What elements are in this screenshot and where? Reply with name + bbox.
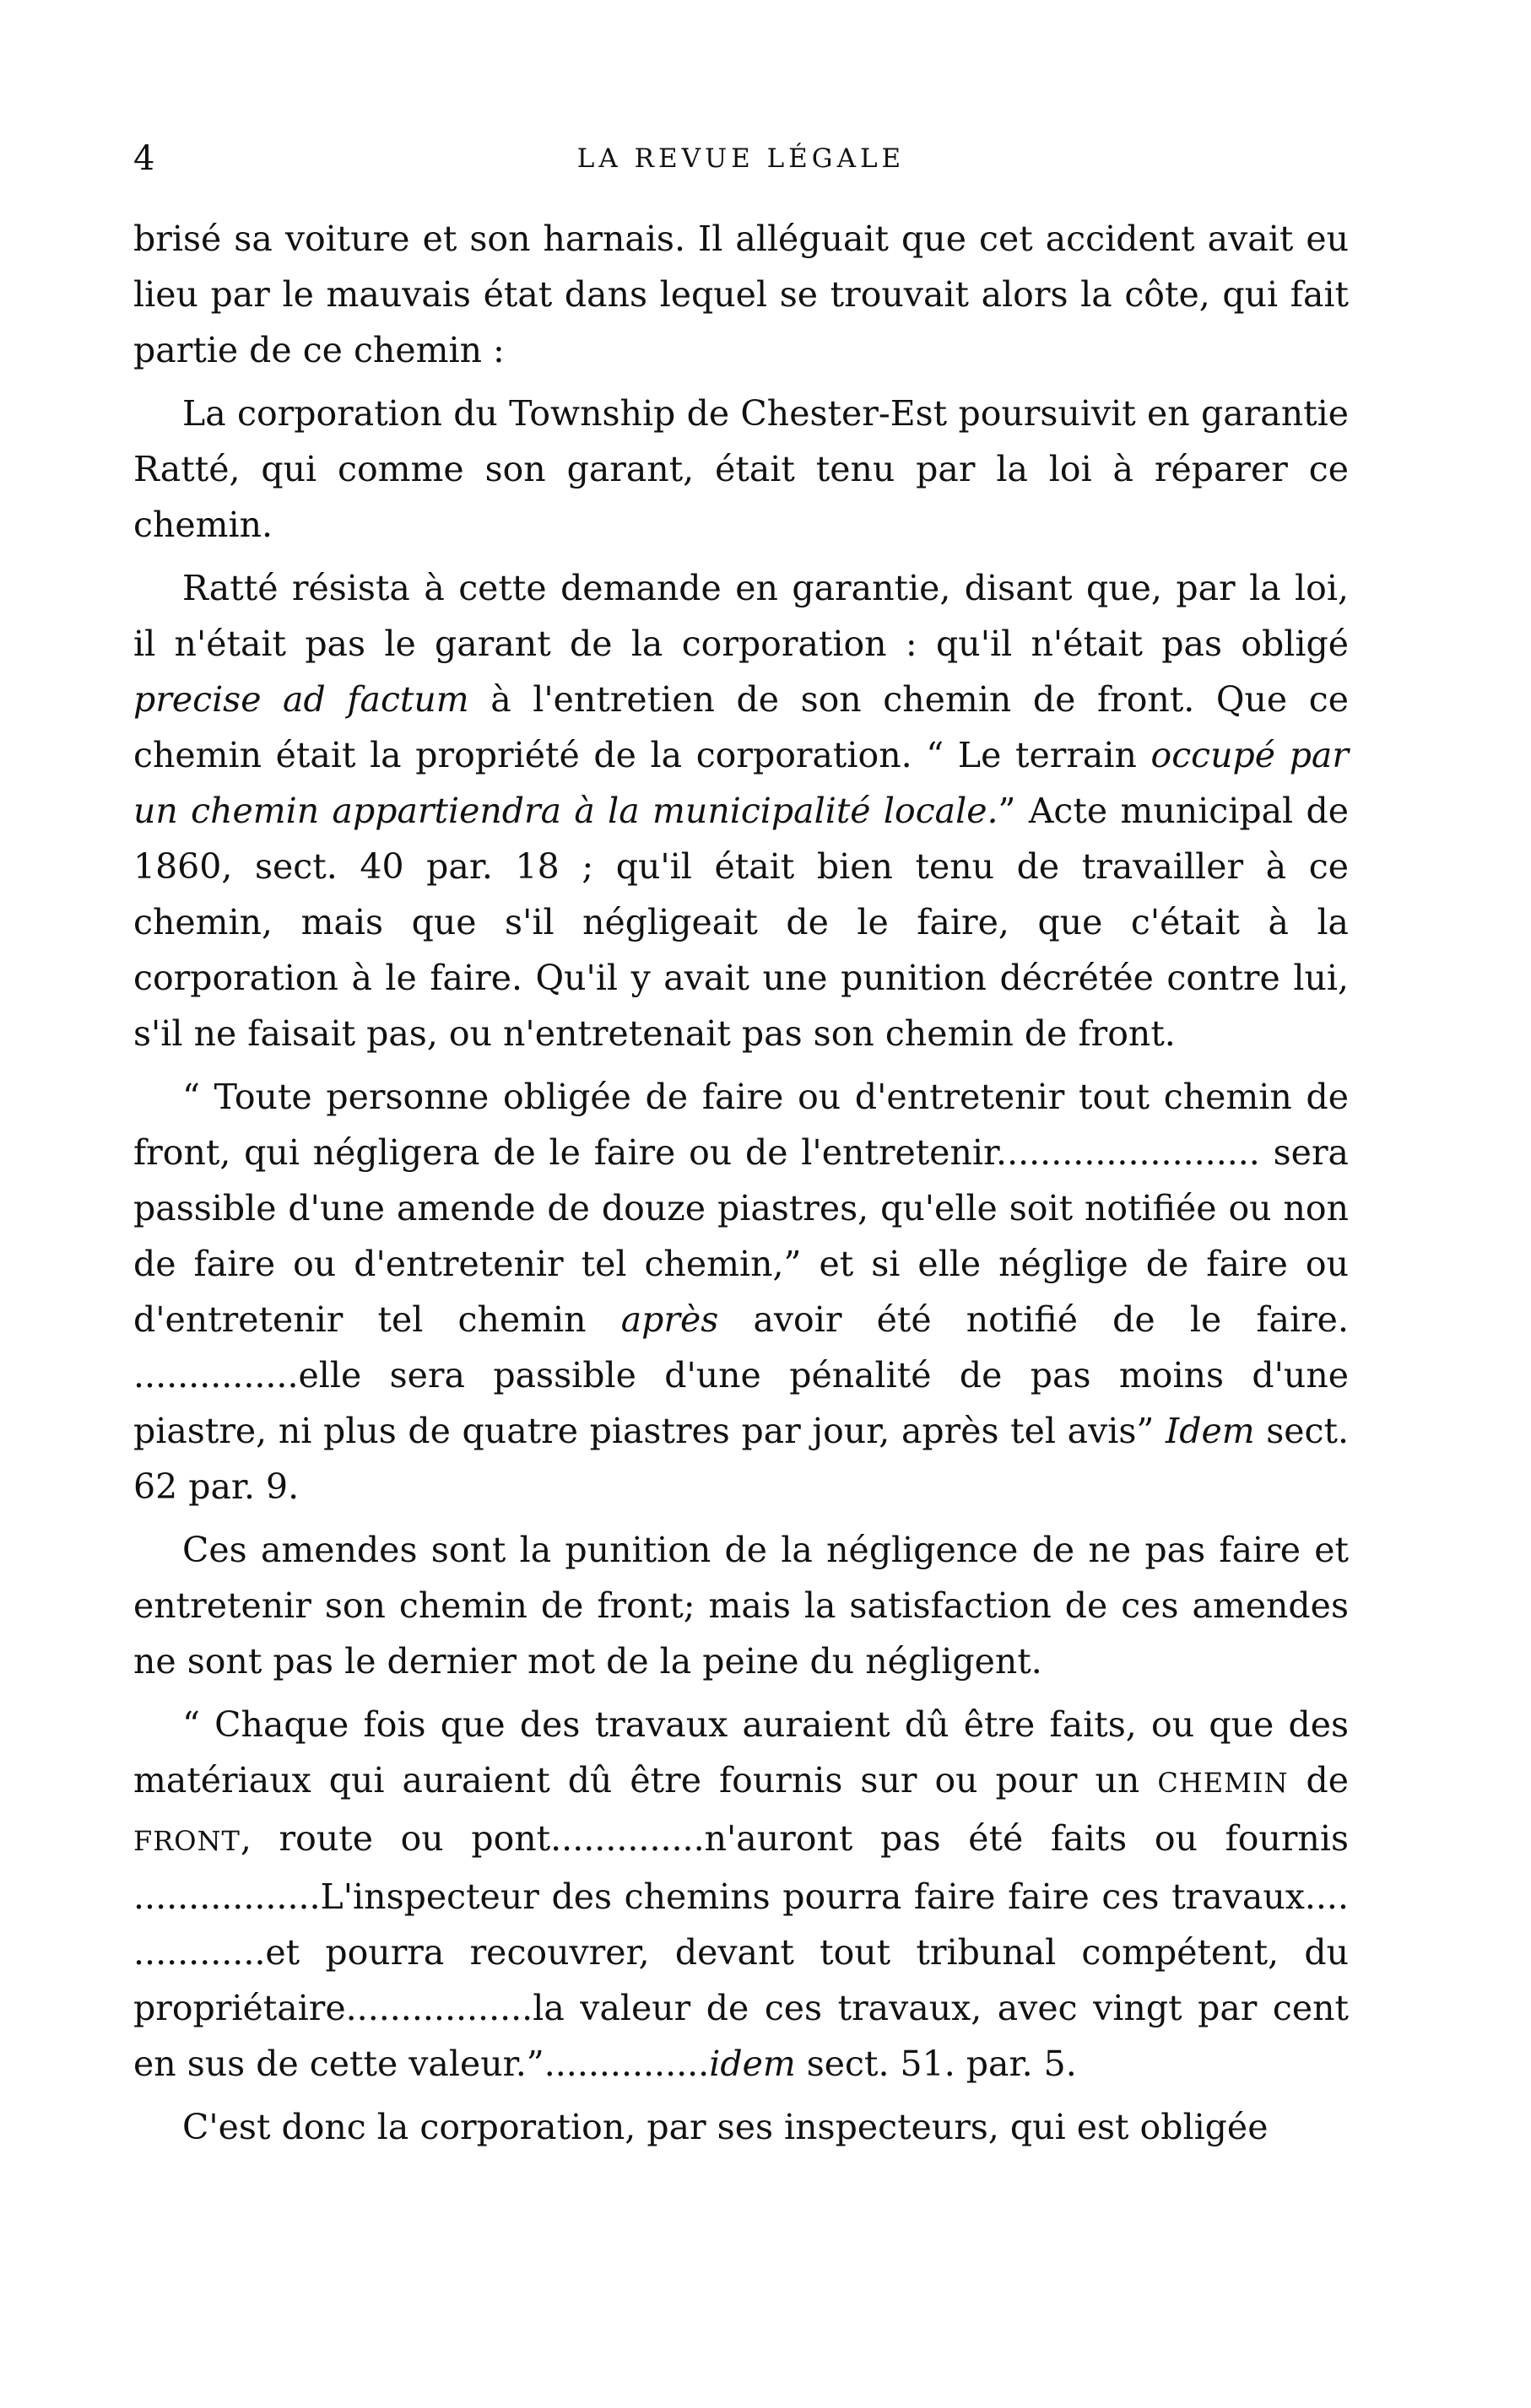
- paragraph-3-text-a: Ratté résista à cette demande en garantie, disant que, par la loi, il n'était pas le garant de la corporation : qu'il n'était pas obligé: [133, 568, 1349, 664]
- quotation-1-text-e: sect. 62 par. 9.: [133, 1411, 1349, 1507]
- quotation-2-text-c: de: [1288, 1760, 1350, 1801]
- paragraph-3-text-e: ” Acte municipal de 1860, sect. 40 par. 18 ; qu'il était bien tenu de travailler à ce chemin, mais que s'il négligeait de le faire, que c'était à la corporation à le faire. Qu'il y avait une punition décrétée contre lui, s'il ne faisait pas, ou n'entretenait pas son chemin de front.: [133, 791, 1349, 1054]
- paragraph-3-text-c: à l'entretien de son chemin de front. Que ce chemin était la propriété de la corporation. “ Le terrain: [133, 679, 1349, 775]
- paragraph-5: Ces amendes sont la punition de la négligence de ne pas faire et entretenir son chemin de front; mais la satisfaction de ces amendes ne sont pas le dernier mot de la peine du négligent.: [133, 1530, 1349, 1682]
- latin-phrase: precise ad factum: [133, 679, 469, 720]
- quotation-2: [133, 1697, 1349, 2092]
- small-caps-front: FRONT: [133, 1825, 241, 1857]
- paragraph-3: [133, 560, 1349, 1061]
- small-caps-chemin: CHEMIN: [1157, 1767, 1289, 1799]
- page-number: 4: [133, 139, 155, 178]
- quotation-1: [133, 1069, 1349, 1514]
- running-title: LA REVUE LÉGALE: [576, 143, 906, 174]
- quotation-1-text-a: “ Toute personne obligée de faire ou d'entretenir tout chemin de front, qui négligera de le faire ou de l'entretenir........................ sera passible d'une amende de douze piastres, qu'elle soit notifiée ou non de faire ou d'entretenir tel chemin,” et si elle néglige de faire ou d'entretenir tel chemin: [133, 1077, 1349, 1340]
- quotation-1-text-c: avoir été notifié de le faire. ...............elle sera passible d'une pénalité de pas moins d'une piastre, ni plus de quatre piastres par jour, après tel avis”: [133, 1299, 1349, 1451]
- paragraph-7: C'est donc la corporation, par ses inspecteurs, qui est obligée: [182, 2107, 1269, 2147]
- body-text: [133, 211, 1349, 2162]
- quotation-2-text-e: , route ou pont..............n'auront pas été faits ou fournis .................L'inspecteur des chemins pourra faire faire ces travaux.... ............et pourra recouvrer, devant tout tribunal compétent, du propriétaire.................la valeur de ces travaux, avec vingt par cent en sus de cette valeur.”...............: [133, 1818, 1349, 2084]
- citation-idem-2: idem: [709, 2044, 796, 2084]
- citation-idem: Idem: [1166, 1411, 1255, 1451]
- page-header: [133, 133, 1349, 184]
- quotation-2-text-g: sect. 51. par. 5.: [795, 2044, 1077, 2084]
- quotation-2-text-a: “ Chaque fois que des travaux auraient dû être faits, ou que des matériaux qui auraient dû être fournis sur ou pour un: [133, 1704, 1349, 1801]
- paragraph-1: brisé sa voiture et son harnais. Il alléguait que cet accident avait eu lieu par le mauvais état dans lequel se trouvait alors la côte, qui fait partie de ce chemin :: [133, 219, 1349, 370]
- emphasis-apres: après: [620, 1299, 719, 1340]
- quoted-statute: occupé par un chemin appartiendra à la municipalité locale.: [133, 735, 1349, 831]
- paragraph-2: La corporation du Township de Chester-Est poursuivit en garantie Ratté, qui comme son garant, était tenu par la loi à réparer ce chemin.: [133, 393, 1349, 545]
